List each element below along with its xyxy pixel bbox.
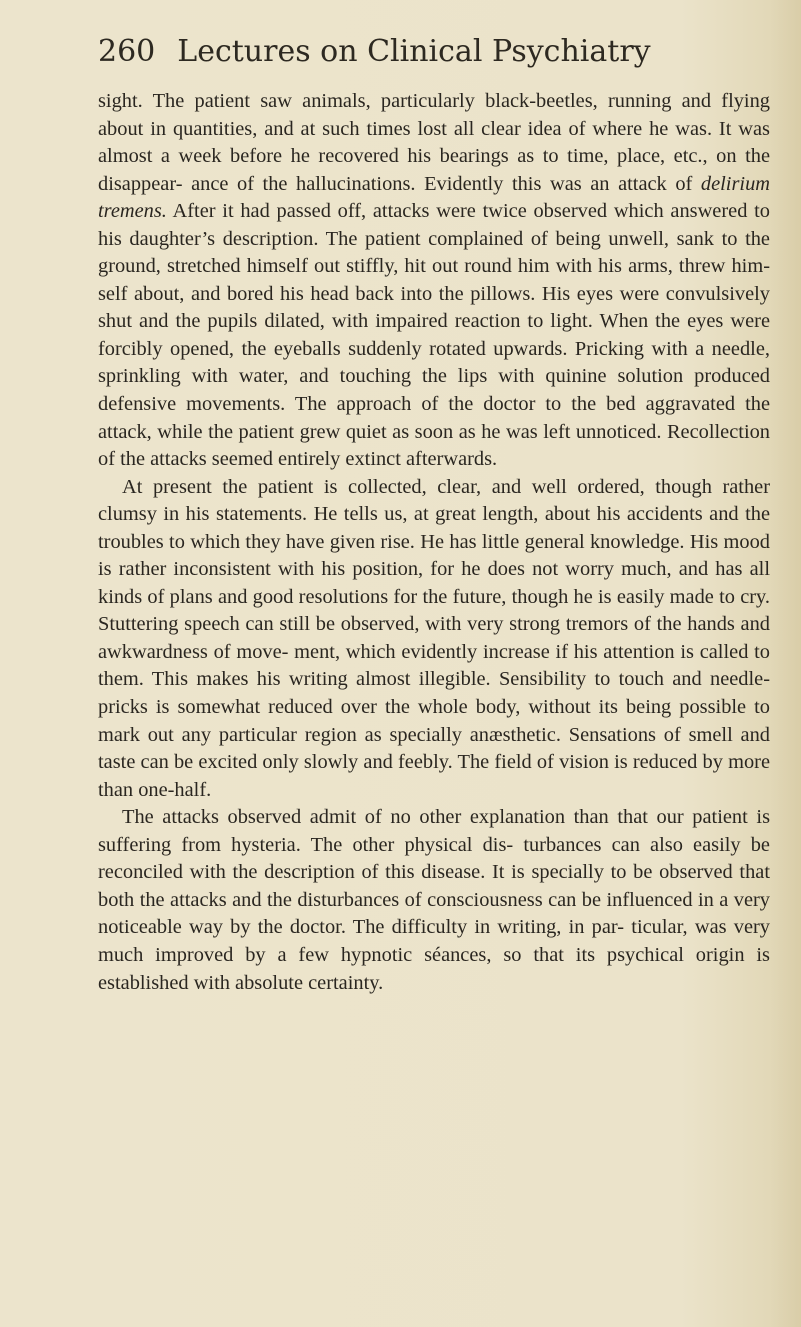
- paragraph-1-part-a: sight. The patient saw animals, particularly black-beetles, running and flying about in quantities, and at such times lost all clear idea of where he was. It was almost a week before he recovered his bearings as to time, place, etc., on the disappear- ance of the hallucinations. Evidently this was an attack of: [98, 90, 770, 195]
- running-head: [98, 34, 778, 70]
- body-text: [98, 88, 770, 997]
- italic-term: delirium tremens.: [98, 172, 770, 223]
- paragraph-3: The attacks observed admit of no other explanation than that our patient is suffering from hysteria. The other physical dis- turbances can also easily be reconciled with the description of this disease. It is specially to be observed that both the attacks and the disturbances of consciousness can be influenced in a very noticeable way by the doctor. The difficulty in writing, in par- ticular, was very much improved by a few hypnotic séances, so that its psychical origin is established with absolute certainty.: [98, 806, 770, 994]
- paragraph-2: At present the patient is collected, clear, and well ordered, though rather clumsy in his statements. He tells us, at great length, about his accidents and the troubles to which they have given rise. He has little general knowledge. His mood is rather inconsistent with his position, for he does not worry much, and has all kinds of plans and good resolutions for the future, though he is easily made to cry. Stuttering speech can still be observed, with very strong tremors of the hands and awkwardness of move- ment, which evidently increase if his attention is called to them. This makes his writing almost illegible. Sensibility to touch and needle-pricks is somewhat reduced over the whole body, without its being possible to mark out any particular region as specially anæsthetic. Sensations of smell and taste can be excited only slowly and feebly. The field of vision is reduced by more than one-half.: [98, 475, 770, 801]
- book-title: Lectures on Clinical Psychiatry: [177, 34, 651, 69]
- paragraph-1-part-b: After it had passed off, attacks were twice observed which answered to his daughter’s description. The patient complained of being unwell, sank to the ground, stretched himself out stiffly, hit out round him with his arms, threw him- self about, and bored his head back into the pillows. His eyes were convulsively shut and the pupils dilated, with impaired reaction to light. When the eyes were forcibly opened, the eyeballs suddenly rotated upwards. Pricking with a needle, sprinkling with water, and touching the lips with quinine solution produced defensive movements. The approach of the doctor to the bed aggravated the attack, while the patient grew quiet as soon as he was left unnoticed. Recollection of the attacks seemed entirely extinct afterwards.: [98, 200, 770, 471]
- page-number: 260: [98, 34, 156, 69]
- paragraph-1: [98, 88, 770, 474]
